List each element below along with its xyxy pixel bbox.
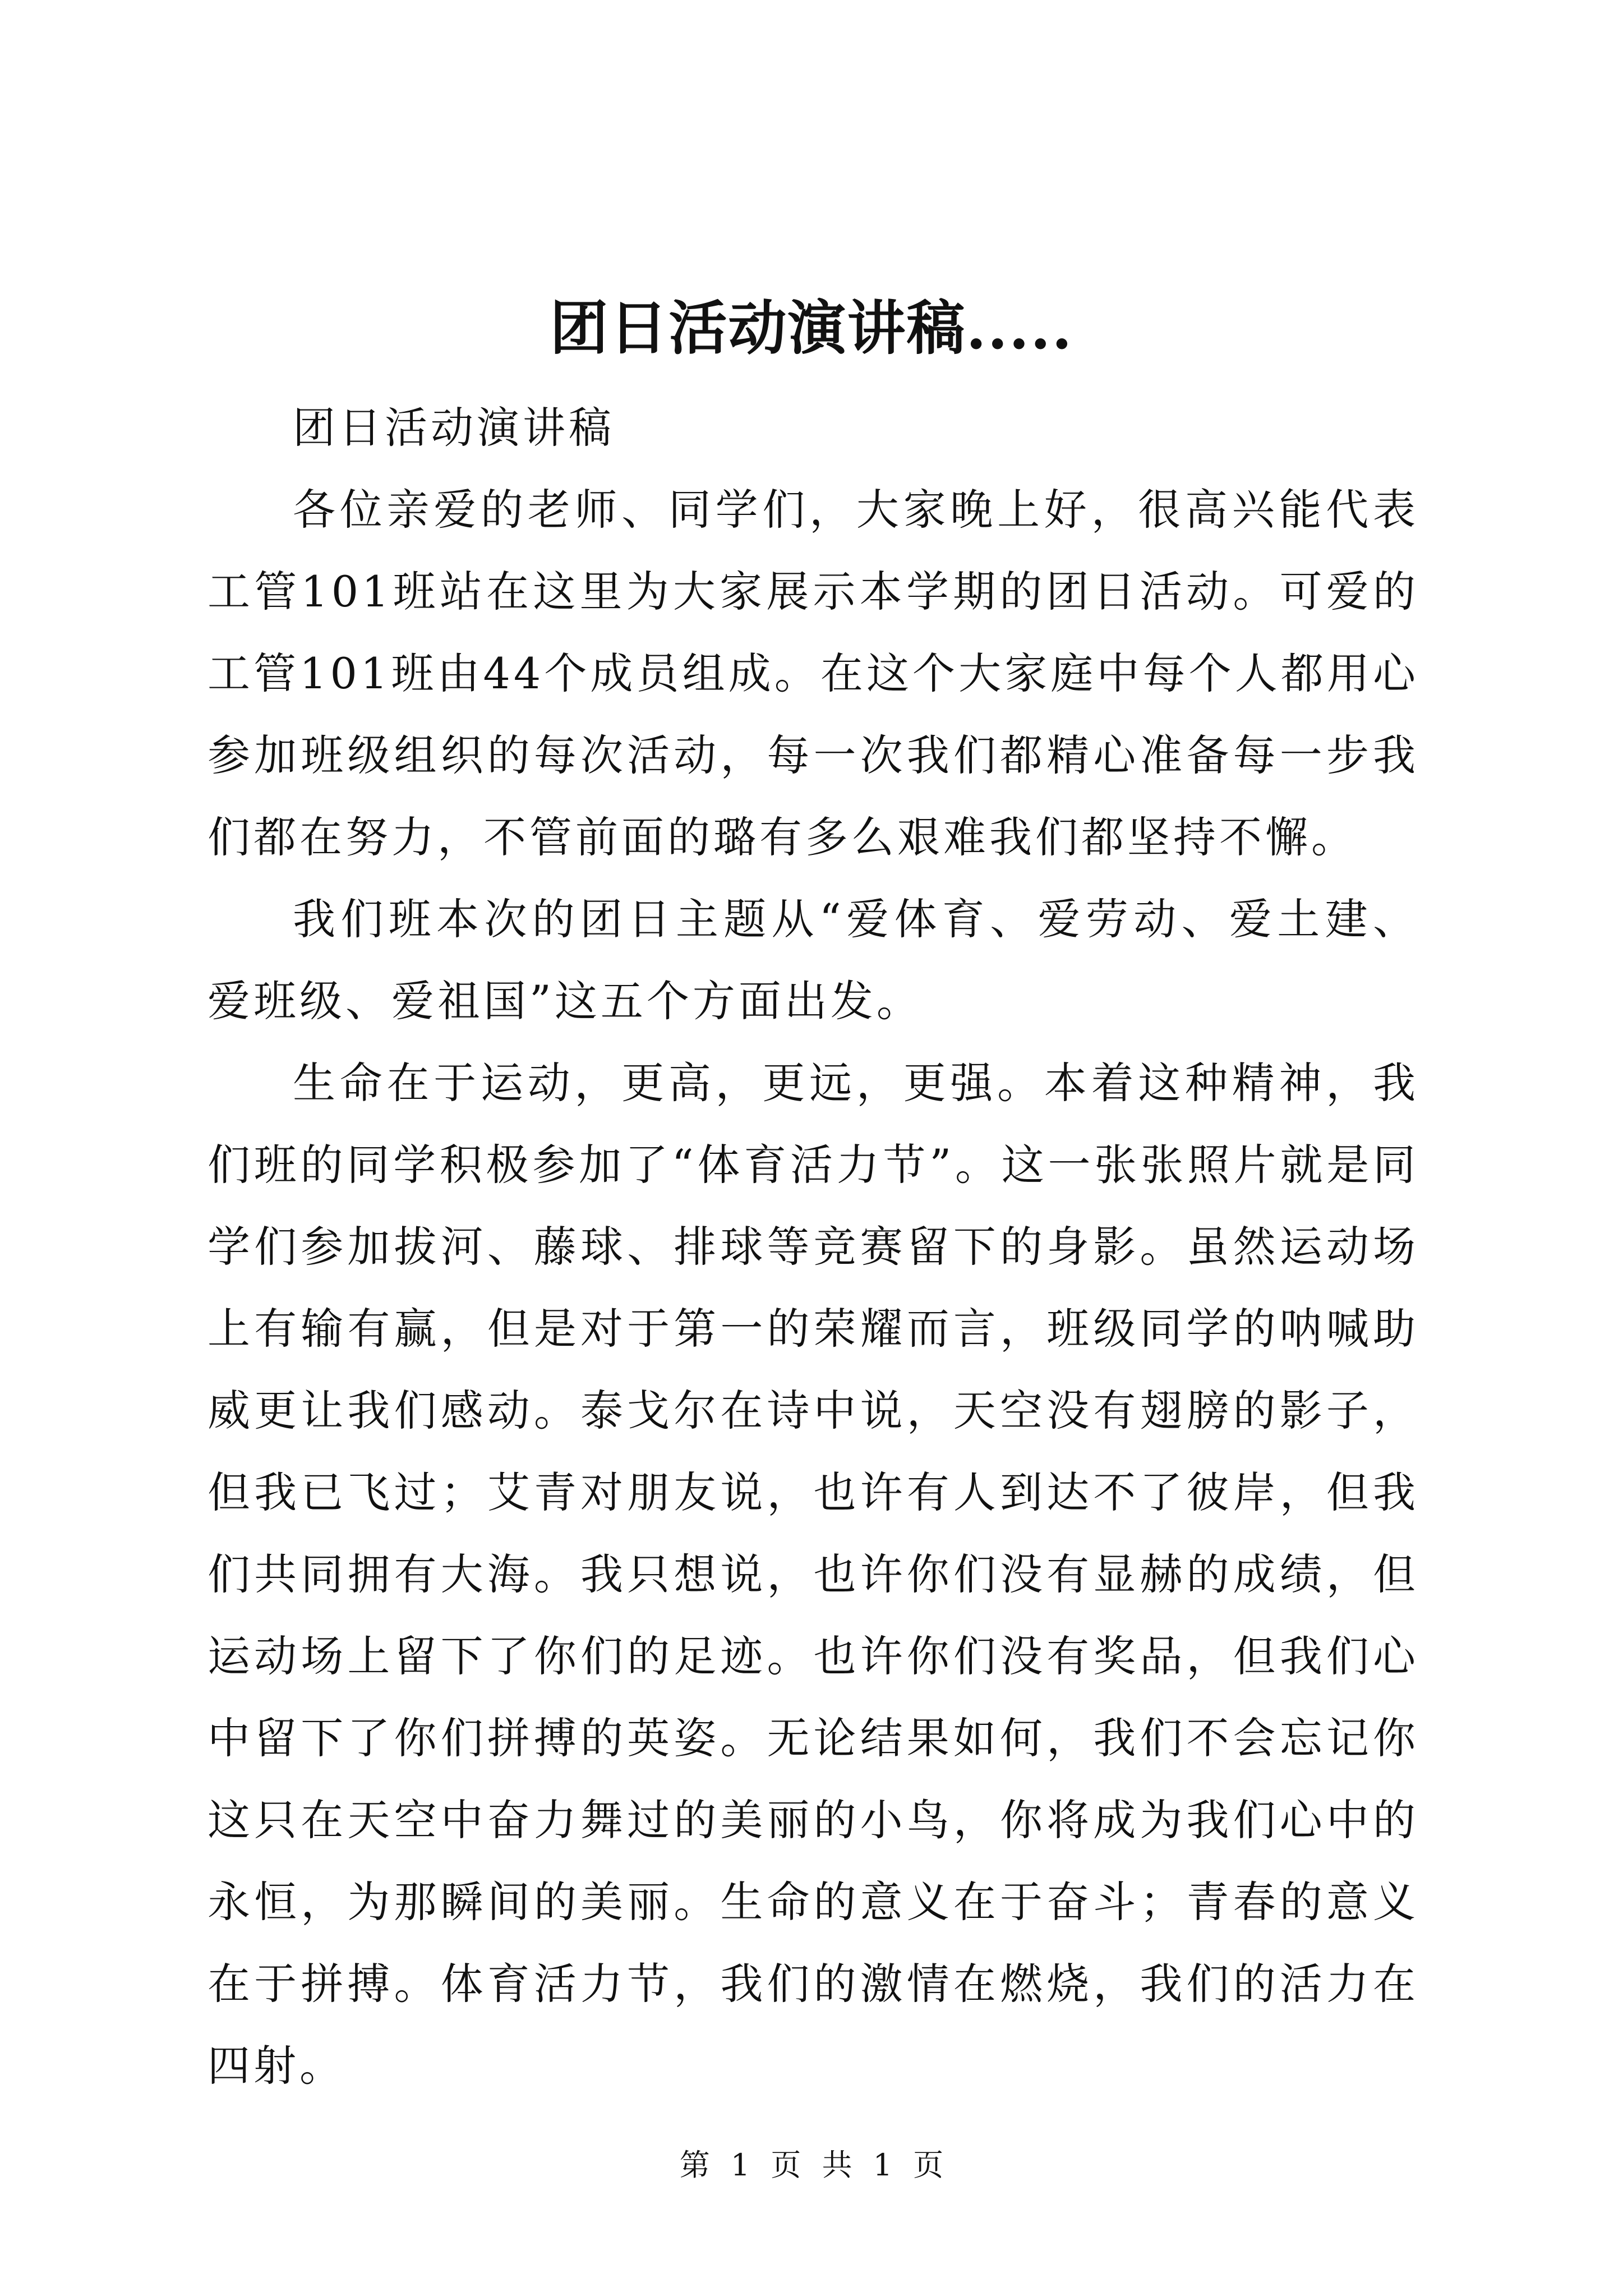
paragraph-theme: 我们班本次的团日主题从“爱体育、爱劳动、爱土建、爱班级、爱祖国”这五个方面出发。 xyxy=(208,894,1419,1026)
paragraph-heading: 团日活动演讲稿 xyxy=(293,403,615,453)
paragraph-greeting: 各位亲爱的老师、同学们，大家晚上好，很高兴能代表工管101班站在这里为大家展示本学期的团日活动。可爱的工管101班由44个成员组成。在这个大家庭中每个人都用心参加班级组织的每次活动，每一次我们都精心准备每一步我们都在努力，不管前面的璐有多么艰难我们都坚持不懈。 xyxy=(208,485,1419,862)
paragraph-sports: 生命在于运动，更高，更远，更强。本着这种精神，我们班的同学积极参加了“体育活力节”。这一张张照片就是同学们参加拔河、藤球、排球等竞赛留下的身影。虽然运动场上有输有赢，但是对于第一的荣耀而言，班级同学的呐喊助威更让我们感动。泰戈尔在诗中说，天空没有翅膀的影子，但我已飞过；艾青对朋友说，也许有人到达不了彼岸，但我们共同拥有大海。我只想说，也许你们没有显赫的成绩，但运动场上留下了你们的足迹。也许你们没有奖品，但我们心中留下了你们拼搏的英姿。无论结果如何，我们不会忘记你这只在天空中奋力舞过的美丽的小鸟，你将成为我们心中的永恒，为那瞬间的美丽。生命的意义在于奋斗；青春的意义在于拼搏。体育活力节，我们的激情在燃烧，我们的活力在四射。 xyxy=(208,1058,1419,2091)
page-footer: 第 1 页 共 1 页 xyxy=(679,2147,944,2183)
document-title: 团日活动演讲稿..... xyxy=(550,293,1073,362)
document-body xyxy=(208,387,1419,2107)
